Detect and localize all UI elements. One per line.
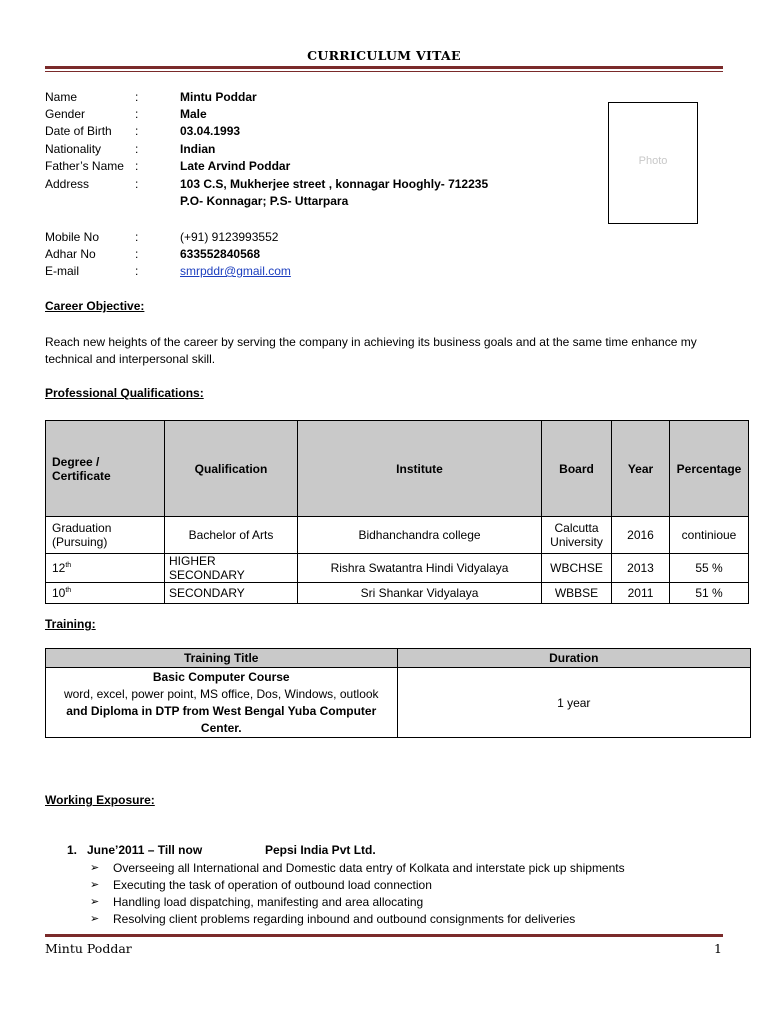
photo-placeholder	[608, 102, 698, 224]
table-cell: 12th	[46, 554, 165, 583]
table-cell: 2016	[612, 517, 670, 554]
info-label: Address	[45, 177, 90, 191]
info-label: Date of Birth	[45, 124, 112, 138]
footer-rule	[45, 934, 723, 937]
training-course-detail: word, excel, power point, MS office, Dos, Windows, outlook	[63, 686, 379, 701]
info-colon: :	[135, 90, 139, 104]
info-colon: :	[135, 124, 139, 138]
table-cell: Rishra Swatantra Hindi Vidyalaya	[298, 554, 542, 583]
info-label: Nationality	[45, 142, 102, 156]
info-label: Mobile No	[45, 230, 100, 244]
col-header-duration: Duration	[397, 649, 751, 668]
work-period: June’2011 – Till now	[87, 843, 203, 857]
title-rule-thin	[45, 71, 723, 72]
arrow-bullet-icon: ➢	[90, 879, 100, 891]
list-item	[90, 877, 710, 894]
training-heading: Training:	[45, 617, 96, 631]
list-item	[90, 894, 710, 911]
info-label: Father’s Name	[45, 159, 124, 173]
table-cell: 2013	[612, 554, 670, 583]
table-cell: Graduation (Pursuing)	[46, 517, 165, 554]
col-header-year: Year	[612, 421, 670, 517]
table-cell: SECONDARY	[165, 583, 298, 604]
table-cell: 51 %	[670, 583, 749, 604]
duty-text: Overseeing all International and Domestic data entry of Kolkata and interstate pick up shipments	[113, 861, 625, 875]
document-title: CURRICULUM VITAE	[307, 48, 461, 63]
training-title-cell	[46, 668, 398, 738]
info-value: 103 C.S, Mukherjee street , konnagar Hooghly- 712235	[180, 177, 489, 191]
table-cell: HIGHER SECONDARY	[165, 554, 298, 583]
table-cell: continioue	[670, 517, 749, 554]
table-row	[46, 668, 751, 738]
work-company: Pepsi India Pvt Ltd.	[265, 843, 376, 857]
table-row	[46, 583, 749, 604]
col-header-institute: Institute	[298, 421, 542, 517]
training-duration-cell: 1 year	[397, 668, 751, 738]
duty-text: Handling load dispatching, manifesting and area allocating	[113, 895, 424, 909]
career-heading: Career Objective:	[45, 299, 145, 313]
info-value: (+91) 9123993552	[180, 230, 279, 244]
info-value: Mintu Poddar	[180, 90, 257, 104]
email-link[interactable]: smrpddr@gmail.com	[180, 264, 291, 278]
arrow-bullet-icon: ➢	[90, 896, 100, 908]
duty-text: Executing the task of operation of outbound load connection	[113, 878, 432, 892]
qualifications-table	[45, 420, 749, 604]
info-colon: :	[135, 107, 139, 121]
info-label: Name	[45, 90, 78, 104]
career-text: Reach new heights of the career by serving the company in achieving its business goals and at the same time enhance my technical and interpersonal skill.	[45, 335, 697, 366]
col-header-training-title: Training Title	[46, 649, 398, 668]
table-row	[46, 517, 749, 554]
duty-text: Resolving client problems regarding inbound and outbound consignments for deliveries	[113, 912, 576, 926]
info-value: 03.04.1993	[180, 124, 241, 138]
col-header-qualification: Qualification	[165, 421, 298, 517]
arrow-bullet-icon: ➢	[90, 913, 100, 925]
training-table	[45, 648, 751, 738]
photo-label: Photo	[638, 155, 668, 167]
work-item-number: 1.	[67, 843, 78, 857]
footer-name: Mintu Poddar	[45, 941, 132, 956]
table-row	[46, 554, 749, 583]
training-course-name: Basic Computer Course	[152, 669, 290, 684]
list-item	[90, 911, 710, 928]
arrow-bullet-icon: ➢	[90, 862, 100, 874]
info-label: Adhar No	[45, 247, 96, 261]
info-colon: :	[135, 159, 139, 173]
table-cell: WBBSE	[542, 583, 612, 604]
table-cell: 2011	[612, 583, 670, 604]
col-header-degree: Degree / Certificate	[46, 421, 165, 517]
training-course-diploma: and Diploma in DTP from West Bengal Yuba Computer Center.	[66, 703, 377, 735]
info-label: Gender	[45, 107, 86, 121]
qualifications-heading: Professional Qualifications:	[45, 386, 204, 400]
info-colon: :	[135, 177, 139, 191]
table-cell: Calcutta University	[542, 517, 612, 554]
title-rule	[45, 66, 723, 69]
info-colon: :	[135, 247, 139, 261]
work-heading: Working Exposure:	[45, 793, 155, 807]
work-item-1	[67, 843, 467, 860]
table-cell: 55 %	[670, 554, 749, 583]
info-value: Indian	[180, 142, 216, 156]
table-cell: Bidhanchandra college	[298, 517, 542, 554]
table-cell: 10th	[46, 583, 165, 604]
info-colon: :	[135, 230, 139, 244]
table-cell: Bachelor of Arts	[165, 517, 298, 554]
info-value: P.O- Konnagar; P.S- Uttarpara	[180, 194, 349, 208]
info-value: Male	[180, 107, 207, 121]
list-item	[90, 860, 710, 877]
col-header-board: Board	[542, 421, 612, 517]
table-cell: Sri Shankar Vidyalaya	[298, 583, 542, 604]
info-colon: :	[135, 264, 139, 278]
info-label: E-mail	[45, 264, 80, 278]
info-value: 633552840568	[180, 247, 261, 261]
info-value: Late Arvind Poddar	[180, 159, 291, 173]
info-colon: :	[135, 142, 139, 156]
page-number: 1	[714, 941, 722, 956]
col-header-percentage: Percentage	[670, 421, 749, 517]
table-cell: WBCHSE	[542, 554, 612, 583]
